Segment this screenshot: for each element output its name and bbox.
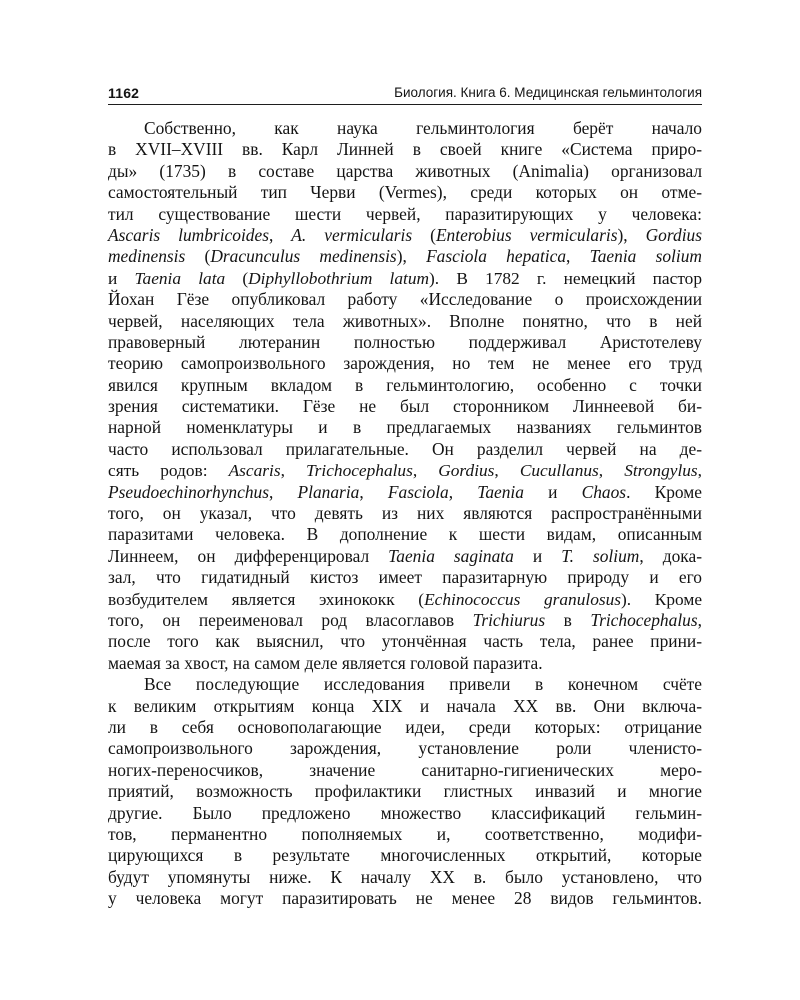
text-run: в <box>545 609 591 630</box>
text-line <box>108 845 702 866</box>
text-line <box>108 653 702 674</box>
italic-text-run: Enterobius vermicularis <box>435 224 618 245</box>
italic-text-run: Cucullanus <box>519 461 599 481</box>
text-run: после того как выяснил, что утончённая часть тела, ранее прини- <box>108 631 702 652</box>
text-run: другие. Было предложено множество классификаций гельмин- <box>108 802 702 823</box>
text-run: , <box>268 224 292 245</box>
text-run: , <box>697 609 702 630</box>
text-run: в XVII–XVIII вв. Карл Линней в своей книге «Система приро- <box>108 139 702 160</box>
text-run: , дока- <box>639 545 702 566</box>
italic-text-run: Ascaris lumbricoides <box>108 224 269 245</box>
text-line <box>108 631 702 652</box>
text-line <box>108 353 702 374</box>
text-line <box>108 867 702 888</box>
italic-text-run: Taenia saginata <box>388 545 514 566</box>
text-line <box>108 888 702 909</box>
italic-text-run: Trichocephalus <box>590 609 698 630</box>
page-header <box>108 84 702 105</box>
italic-text-run: T. solium <box>561 545 640 566</box>
text-line <box>108 246 702 267</box>
italic-text-run: Taenia solium <box>589 246 702 267</box>
text-run: приятий, возможность профилактики глистных инвазий и многие <box>108 781 702 802</box>
text-run: ), <box>617 224 646 245</box>
text-line <box>108 589 702 610</box>
text-line <box>108 332 702 353</box>
text-line <box>108 717 702 738</box>
text-line <box>108 268 702 289</box>
italic-text-run: Echinococcus granulosus <box>424 589 622 609</box>
text-line <box>108 738 702 759</box>
text-run: и <box>523 481 582 502</box>
text-run: ды» (1735) в составе царства животных (Animalia) организовал <box>108 160 702 181</box>
text-run: , <box>448 481 478 502</box>
text-run: самопроизвольного зарождения, установление роли членисто- <box>108 738 702 759</box>
text-run: правоверный лютеранин полностью поддерживал Аристотелеву <box>108 331 702 352</box>
text-run: , <box>412 461 439 481</box>
text-run: теорию самопроизвольного зарождения, но тем не менее его труд <box>108 353 702 374</box>
italic-text-run: Dracunculus medinensis <box>210 246 397 267</box>
text-line <box>108 311 702 332</box>
italic-text-run: Pseudoechinorhynchus <box>108 481 269 502</box>
text-run: Йохан Гёзе опубликовал работу «Исследование о происхождении <box>108 289 702 310</box>
text-run: того, он указал, что девять из них являются распространёнными <box>108 503 702 524</box>
text-run: , <box>598 461 625 481</box>
text-line <box>108 460 702 481</box>
italic-text-run: Taenia <box>477 481 524 502</box>
text-line <box>108 546 702 567</box>
italic-text-run: Fasciola <box>387 481 449 502</box>
text-run: ( <box>185 246 211 267</box>
text-line <box>108 760 702 781</box>
italic-text-run: Taenia lata <box>134 268 226 288</box>
text-run: , <box>280 461 306 481</box>
text-line <box>108 225 702 246</box>
text-run: ). Кроме <box>621 589 703 609</box>
text-run: ногих-переносчиков, значение санитарно-гигиенических меро- <box>108 759 702 780</box>
italic-text-run: Trichiurus <box>472 609 546 630</box>
italic-text-run: A. vermicularis <box>291 224 413 245</box>
italic-text-run: medinensis <box>108 246 186 267</box>
italic-text-run: Gordius <box>438 461 495 481</box>
text-run: , <box>494 461 520 481</box>
text-run: самостоятельный тип Черви (Vermes), среди которых он отме- <box>108 182 702 203</box>
text-run: Все последующие исследования привели в конечном счёте <box>144 674 702 695</box>
italic-text-run: Ascaris <box>228 461 281 481</box>
body-text <box>108 118 702 909</box>
text-line <box>108 204 702 225</box>
text-line <box>108 161 702 182</box>
text-run: , <box>269 481 298 502</box>
text-line <box>108 182 702 203</box>
text-run: сять родов: <box>108 461 229 481</box>
text-run: зал, что гидатидный кистоз имеет паразитарную природу и его <box>108 567 702 588</box>
text-run: , <box>359 481 388 502</box>
text-line <box>108 803 702 824</box>
italic-text-run: Diphyllobothrium latum <box>248 268 430 288</box>
italic-text-run: Fasciola hepatica <box>426 246 567 267</box>
text-run: , <box>697 461 703 481</box>
text-run: возбудителем является эхинококк ( <box>108 589 425 609</box>
text-line <box>108 824 702 845</box>
text-run: Линнеем, он дифференцировал <box>108 545 389 566</box>
text-line <box>108 118 702 139</box>
running-title: Биология. Книга 6. Медицинская гельминтология <box>394 85 702 100</box>
text-run: червей, населяющих тела животных». Вполне понятно, что в ней <box>108 310 702 331</box>
text-run: ). В 1782 г. немецкий пастор <box>429 268 702 288</box>
text-run: тил существование шести червей, паразитирующих у человека: <box>108 203 702 224</box>
text-run: тов, перманентно пополняемых и, соответственно, модифи- <box>108 823 702 844</box>
italic-text-run: Chaos <box>581 481 627 502</box>
text-run: того, он переименовал род власоглавов <box>108 609 473 630</box>
text-run: нарной номенклатуры и в предлагаемых названиях гельминтов <box>108 417 702 438</box>
text-line <box>108 696 702 717</box>
text-run: будут упомянуты ниже. К началу XX в. было установлено, что <box>108 866 702 887</box>
text-run: ли в себя основополагающие идеи, среди которых: отрицание <box>108 716 702 737</box>
text-line <box>108 417 702 438</box>
text-run: цирующихся в результате многочисленных открытий, которые <box>108 845 702 866</box>
text-run: Собственно, как наука гельминтология берёт начало <box>144 118 702 138</box>
text-run: . Кроме <box>626 481 702 502</box>
text-line <box>108 439 702 460</box>
text-line <box>108 524 702 545</box>
italic-text-run: Strongylus <box>624 461 698 481</box>
text-run: часто использовал прилагательные. Он разделил червей на де- <box>108 438 702 459</box>
text-line <box>108 396 702 417</box>
text-run: у человека могут паразитировать не менее 28 видов гельминтов. <box>108 888 702 909</box>
text-run: к великим открытиям конца XIX и начала XX вв. Они включа- <box>108 695 702 716</box>
text-run: паразитами человека. В дополнение к шести видам, описанным <box>108 524 702 545</box>
text-line <box>108 674 702 695</box>
text-run: зрения систематики. Гёзе не был сторонником Линнеевой би- <box>108 396 702 417</box>
text-line <box>108 482 702 503</box>
text-line <box>108 567 702 588</box>
text-run: и <box>108 268 135 288</box>
text-line <box>108 610 702 631</box>
text-run: маемая за хвост, на самом деле является головой паразита. <box>108 652 543 673</box>
text-line <box>108 781 702 802</box>
text-run: и <box>513 545 562 566</box>
text-run: , <box>566 246 590 267</box>
text-line <box>108 139 702 160</box>
italic-text-run: Planaria <box>297 481 360 502</box>
italic-text-run: Trichocephalus <box>305 461 413 481</box>
text-run: явился крупным вкладом в гельминтологию, особенно с точки <box>108 374 702 395</box>
text-line <box>108 503 702 524</box>
text-run: ), <box>396 246 427 267</box>
text-run: ( <box>412 224 436 245</box>
italic-text-run: Gordius <box>645 224 702 245</box>
text-line <box>108 375 702 396</box>
text-run: ( <box>225 268 249 288</box>
page-number: 1162 <box>108 85 140 101</box>
text-line <box>108 289 702 310</box>
